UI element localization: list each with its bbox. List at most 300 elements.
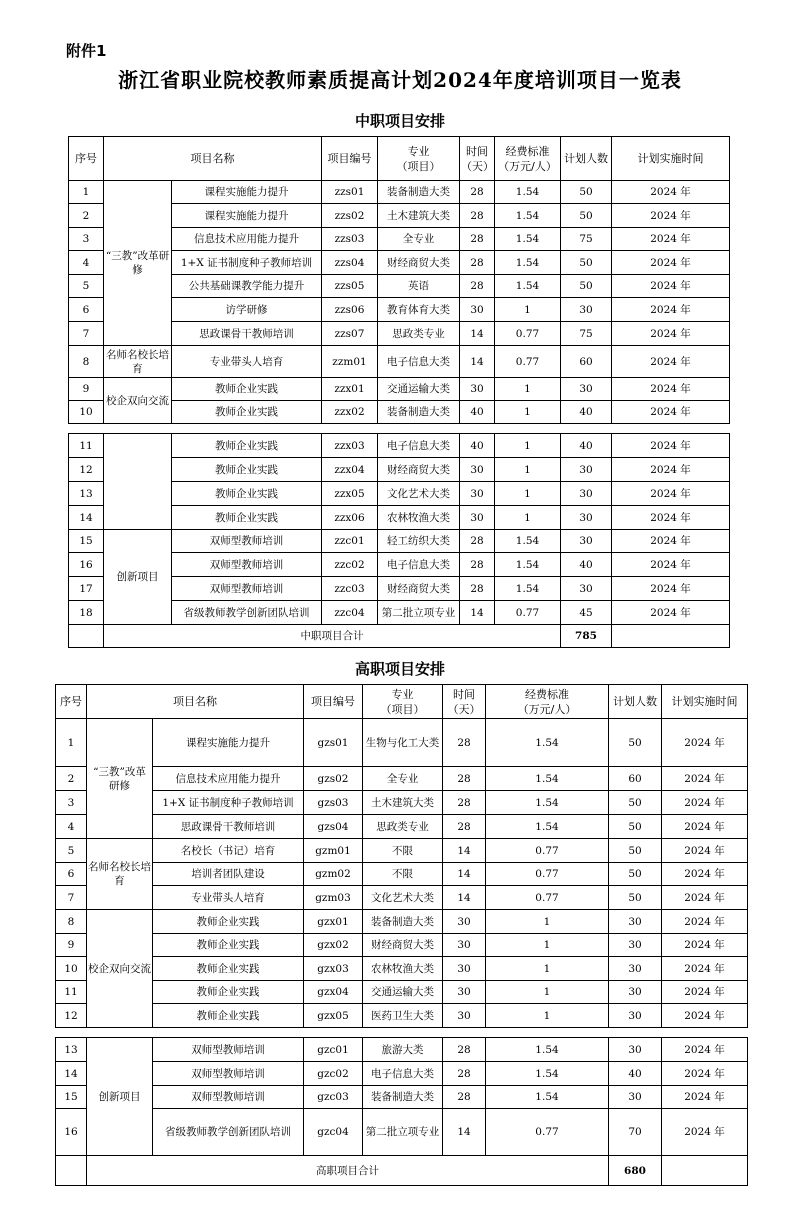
cell-fee: 1.54 — [495, 228, 561, 251]
table-row — [56, 1062, 748, 1086]
cell-days: 28 — [443, 791, 486, 815]
group-label: 名师名校长培育 — [104, 346, 172, 378]
cell-fee: 0.77 — [486, 863, 609, 886]
cell-major: 农林牧渔大类 — [363, 957, 443, 981]
cell-fee: 1 — [495, 458, 561, 482]
cell-name: 双师型教师培训 — [172, 553, 322, 577]
cell-fee: 0.77 — [495, 322, 561, 346]
cell-time: 2024 年 — [612, 601, 730, 625]
cell-name: 双师型教师培训 — [153, 1038, 304, 1062]
header-days: 时间 （天） — [460, 137, 495, 181]
cell-name: 专业带头人培育 — [172, 346, 322, 378]
cell-code: gzs02 — [304, 767, 363, 791]
header-fee: 经费标准 （万元/人） — [486, 685, 609, 719]
cell-count: 40 — [561, 434, 612, 458]
header-major: 专业 （项目） — [363, 685, 443, 719]
total-row — [69, 625, 730, 648]
cell-code: gzx05 — [304, 1004, 363, 1028]
cell-count: 30 — [609, 910, 662, 934]
cell-days: 30 — [443, 910, 486, 934]
cell-fee: 1 — [486, 934, 609, 957]
cell-name: 信息技术应用能力提升 — [172, 228, 322, 251]
cell-major: 生物与化工大类 — [363, 719, 443, 767]
cell-major: 思政类专业 — [378, 322, 460, 346]
cell-name: 信息技术应用能力提升 — [153, 767, 304, 791]
total-empty — [612, 625, 730, 648]
cell-major: 装备制造大类 — [378, 181, 460, 204]
cell-count: 60 — [561, 346, 612, 378]
cell-time: 2024 年 — [612, 346, 730, 378]
cell-time: 2024 年 — [662, 719, 748, 767]
cell-code: zzm01 — [322, 346, 378, 378]
cell-code: zzs06 — [322, 298, 378, 322]
cell-seq: 14 — [69, 506, 104, 530]
table-row — [69, 530, 730, 553]
table-row — [69, 181, 730, 204]
cell-fee: 0.77 — [495, 601, 561, 625]
table-row — [56, 1038, 748, 1062]
cell-code: zzx02 — [322, 401, 378, 424]
group-label: 校企双向交流 — [87, 910, 153, 1028]
cell-count: 30 — [609, 1004, 662, 1028]
total-label: 高职项目合计 — [87, 1156, 609, 1186]
cell-fee: 1 — [495, 401, 561, 424]
cell-major: 财经商贸大类 — [363, 934, 443, 957]
cell-fee: 1 — [486, 1004, 609, 1028]
cell-time: 2024 年 — [612, 228, 730, 251]
cell-count: 30 — [561, 530, 612, 553]
cell-name: 教师企业实践 — [172, 458, 322, 482]
cell-major: 农林牧渔大类 — [378, 506, 460, 530]
total-row — [56, 1156, 748, 1186]
cell-seq: 7 — [69, 322, 104, 346]
table-row — [56, 767, 748, 791]
cell-time: 2024 年 — [612, 482, 730, 506]
table-row — [56, 934, 748, 957]
total-count: 785 — [561, 625, 612, 648]
cell-major: 电子信息大类 — [378, 346, 460, 378]
cell-days: 14 — [443, 863, 486, 886]
cell-time: 2024 年 — [612, 251, 730, 275]
cell-major: 第二批立项专业 — [378, 601, 460, 625]
cell-seq: 5 — [69, 275, 104, 298]
cell-count: 70 — [609, 1109, 662, 1156]
cell-major: 交通运输大类 — [378, 378, 460, 401]
cell-code: gzc04 — [304, 1109, 363, 1156]
cell-time: 2024 年 — [662, 934, 748, 957]
cell-seq: 11 — [69, 434, 104, 458]
cell-name: 双师型教师培训 — [153, 1086, 304, 1109]
cell-name: 教师企业实践 — [172, 378, 322, 401]
cell-name: 教师企业实践 — [153, 910, 304, 934]
cell-fee: 1.54 — [486, 719, 609, 767]
cell-seq: 6 — [69, 298, 104, 322]
cell-fee: 1.54 — [486, 1038, 609, 1062]
cell-fee: 0.77 — [486, 886, 609, 910]
table-row — [69, 378, 730, 401]
cell-code: gzc01 — [304, 1038, 363, 1062]
cell-code: gzm01 — [304, 839, 363, 863]
cell-count: 40 — [561, 553, 612, 577]
cell-code: zzx05 — [322, 482, 378, 506]
cell-seq: 10 — [69, 401, 104, 424]
cell-major: 思政类专业 — [363, 815, 443, 839]
cell-name: 省级教师教学创新团队培训 — [172, 601, 322, 625]
cell-seq: 16 — [69, 553, 104, 577]
cell-fee: 1.54 — [486, 791, 609, 815]
cell-name: 教师企业实践 — [153, 981, 304, 1004]
cell-name: 教师企业实践 — [153, 934, 304, 957]
cell-code: gzx02 — [304, 934, 363, 957]
cell-code: zzs03 — [322, 228, 378, 251]
cell-time: 2024 年 — [662, 886, 748, 910]
cell-fee: 1 — [495, 378, 561, 401]
cell-time: 2024 年 — [612, 577, 730, 601]
header-seq: 序号 — [69, 137, 104, 181]
cell-code: gzs03 — [304, 791, 363, 815]
cell-fee: 1.54 — [486, 1062, 609, 1086]
higher-table-part2 — [55, 1037, 748, 1186]
table-row — [56, 1086, 748, 1109]
cell-fee: 1 — [486, 981, 609, 1004]
cell-name: 教师企业实践 — [172, 506, 322, 530]
cell-fee: 1.54 — [495, 577, 561, 601]
cell-seq: 16 — [56, 1109, 87, 1156]
cell-major: 轻工纺织大类 — [378, 530, 460, 553]
header-code: 项目编号 — [304, 685, 363, 719]
cell-count: 50 — [609, 863, 662, 886]
cell-count: 30 — [609, 981, 662, 1004]
table-row — [56, 886, 748, 910]
cell-days: 14 — [460, 601, 495, 625]
cell-days: 28 — [460, 275, 495, 298]
cell-name: 教师企业实践 — [172, 434, 322, 458]
cell-days: 28 — [443, 815, 486, 839]
cell-fee: 1.54 — [495, 275, 561, 298]
cell-days: 28 — [443, 1086, 486, 1109]
cell-count: 30 — [609, 1038, 662, 1062]
cell-days: 30 — [460, 378, 495, 401]
cell-code: zzx01 — [322, 378, 378, 401]
cell-time: 2024 年 — [662, 910, 748, 934]
table-header-row — [56, 685, 748, 719]
cell-days: 28 — [460, 530, 495, 553]
cell-days: 28 — [460, 228, 495, 251]
cell-major: 电子信息大类 — [378, 434, 460, 458]
cell-code: zzx06 — [322, 506, 378, 530]
cell-count: 50 — [609, 791, 662, 815]
cell-count: 50 — [561, 275, 612, 298]
cell-days: 14 — [460, 346, 495, 378]
cell-name: 教师企业实践 — [172, 482, 322, 506]
cell-name: 公共基础课教学能力提升 — [172, 275, 322, 298]
cell-time: 2024 年 — [612, 553, 730, 577]
cell-time: 2024 年 — [662, 1086, 748, 1109]
cell-code: gzx03 — [304, 957, 363, 981]
document-title: 浙江省职业院校教师素质提高计划2024年度培训项目一览表 — [118, 68, 682, 92]
attachment-label: 附件1 — [66, 42, 107, 60]
group-label: 创新项目 — [104, 530, 172, 625]
cell-seq: 1 — [56, 719, 87, 767]
cell-days: 28 — [460, 204, 495, 228]
cell-seq: 14 — [56, 1062, 87, 1086]
cell-count: 30 — [561, 378, 612, 401]
cell-code: zzs05 — [322, 275, 378, 298]
cell-days: 14 — [443, 1109, 486, 1156]
cell-days: 28 — [443, 1038, 486, 1062]
cell-fee: 0.77 — [495, 346, 561, 378]
cell-time: 2024 年 — [662, 815, 748, 839]
cell-seq: 8 — [56, 910, 87, 934]
cell-time: 2024 年 — [612, 458, 730, 482]
cell-name: 教师企业实践 — [172, 401, 322, 424]
cell-fee: 1 — [486, 910, 609, 934]
cell-major: 医药卫生大类 — [363, 1004, 443, 1028]
cell-code: gzx01 — [304, 910, 363, 934]
cell-time: 2024 年 — [662, 1038, 748, 1062]
cell-fee: 0.77 — [486, 1109, 609, 1156]
cell-major: 旅游大类 — [363, 1038, 443, 1062]
table-row — [56, 863, 748, 886]
cell-code: gzc02 — [304, 1062, 363, 1086]
table-row — [56, 815, 748, 839]
cell-count: 30 — [609, 957, 662, 981]
cell-time: 2024 年 — [612, 275, 730, 298]
cell-days: 30 — [443, 1004, 486, 1028]
cell-major: 文化艺术大类 — [378, 482, 460, 506]
cell-days: 28 — [460, 577, 495, 601]
group-label: 名师名校长培育 — [87, 839, 153, 910]
cell-name: 双师型教师培训 — [172, 577, 322, 601]
group-label-empty — [104, 434, 172, 530]
cell-fee: 1.54 — [495, 251, 561, 275]
cell-major: 装备制造大类 — [363, 1086, 443, 1109]
cell-name: 课程实施能力提升 — [172, 181, 322, 204]
cell-major: 不限 — [363, 839, 443, 863]
cell-count: 30 — [561, 298, 612, 322]
cell-name: 双师型教师培训 — [153, 1062, 304, 1086]
cell-time: 2024 年 — [612, 322, 730, 346]
cell-name: 课程实施能力提升 — [172, 204, 322, 228]
cell-days: 40 — [460, 401, 495, 424]
cell-count: 50 — [609, 886, 662, 910]
cell-fee: 1 — [495, 482, 561, 506]
cell-days: 28 — [443, 767, 486, 791]
cell-count: 30 — [561, 577, 612, 601]
secondary-table-part2 — [68, 433, 730, 648]
cell-time: 2024 年 — [612, 530, 730, 553]
cell-time: 2024 年 — [612, 506, 730, 530]
cell-seq: 17 — [69, 577, 104, 601]
cell-days: 14 — [443, 839, 486, 863]
cell-fee: 1.54 — [495, 204, 561, 228]
cell-days: 28 — [443, 719, 486, 767]
cell-fee: 1.54 — [486, 815, 609, 839]
cell-seq: 13 — [56, 1038, 87, 1062]
cell-major: 教育体育大类 — [378, 298, 460, 322]
header-time: 计划实施时间 — [662, 685, 748, 719]
cell-seq: 8 — [69, 346, 104, 378]
total-empty — [69, 625, 104, 648]
cell-name: 培训者团队建设 — [153, 863, 304, 886]
cell-name: 访学研修 — [172, 298, 322, 322]
cell-days: 30 — [460, 506, 495, 530]
cell-seq: 12 — [69, 458, 104, 482]
cell-fee: 1.54 — [486, 1086, 609, 1109]
cell-count: 75 — [561, 228, 612, 251]
cell-seq: 4 — [69, 251, 104, 275]
cell-name: 教师企业实践 — [153, 957, 304, 981]
cell-count: 30 — [609, 1086, 662, 1109]
cell-code: zzs04 — [322, 251, 378, 275]
header-name: 项目名称 — [104, 137, 322, 181]
cell-days: 30 — [460, 298, 495, 322]
cell-major: 财经商贸大类 — [378, 458, 460, 482]
cell-seq: 4 — [56, 815, 87, 839]
total-label: 中职项目合计 — [104, 625, 561, 648]
group-label: 校企双向交流 — [104, 378, 172, 424]
total-empty — [662, 1156, 748, 1186]
cell-major: 电子信息大类 — [378, 553, 460, 577]
cell-count: 75 — [561, 322, 612, 346]
cell-seq: 10 — [56, 957, 87, 981]
cell-major: 电子信息大类 — [363, 1062, 443, 1086]
cell-major: 全专业 — [363, 767, 443, 791]
cell-name: 省级教师教学创新团队培训 — [153, 1109, 304, 1156]
cell-name: 思政课骨干教师培训 — [153, 815, 304, 839]
cell-major: 第二批立项专业 — [363, 1109, 443, 1156]
cell-seq: 15 — [56, 1086, 87, 1109]
cell-fee: 1.54 — [495, 530, 561, 553]
higher-section-title: 高职项目安排 — [354, 660, 445, 678]
cell-count: 30 — [561, 506, 612, 530]
cell-major: 土木建筑大类 — [363, 791, 443, 815]
cell-count: 50 — [609, 719, 662, 767]
cell-fee: 0.77 — [486, 839, 609, 863]
cell-days: 28 — [460, 181, 495, 204]
cell-count: 60 — [609, 767, 662, 791]
cell-days: 30 — [443, 934, 486, 957]
cell-code: zzc04 — [322, 601, 378, 625]
cell-code: gzs01 — [304, 719, 363, 767]
cell-time: 2024 年 — [662, 839, 748, 863]
cell-days: 30 — [443, 957, 486, 981]
cell-seq: 13 — [69, 482, 104, 506]
secondary-section-title: 中职项目安排 — [354, 112, 445, 130]
cell-major: 装备制造大类 — [363, 910, 443, 934]
cell-count: 45 — [561, 601, 612, 625]
cell-time: 2024 年 — [662, 1062, 748, 1086]
table-row — [56, 839, 748, 863]
cell-major: 财经商贸大类 — [378, 251, 460, 275]
cell-seq: 9 — [56, 934, 87, 957]
cell-seq: 6 — [56, 863, 87, 886]
cell-major: 全专业 — [378, 228, 460, 251]
cell-seq: 11 — [56, 981, 87, 1004]
cell-fee: 1.54 — [486, 767, 609, 791]
header-count: 计划人数 — [609, 685, 662, 719]
cell-name: 专业带头人培育 — [153, 886, 304, 910]
cell-code: zzc02 — [322, 553, 378, 577]
cell-time: 2024 年 — [612, 401, 730, 424]
cell-major: 英语 — [378, 275, 460, 298]
cell-code: zzx03 — [322, 434, 378, 458]
cell-days: 14 — [460, 322, 495, 346]
group-label: “三教”改革研修 — [104, 181, 172, 346]
cell-major: 不限 — [363, 863, 443, 886]
cell-time: 2024 年 — [612, 181, 730, 204]
cell-time: 2024 年 — [612, 378, 730, 401]
cell-seq: 7 — [56, 886, 87, 910]
cell-major: 土木建筑大类 — [378, 204, 460, 228]
cell-count: 50 — [609, 839, 662, 863]
cell-seq: 12 — [56, 1004, 87, 1028]
cell-seq: 2 — [69, 204, 104, 228]
cell-seq: 1 — [69, 181, 104, 204]
cell-major: 文化艺术大类 — [363, 886, 443, 910]
table-header-row — [69, 137, 730, 181]
cell-seq: 3 — [56, 791, 87, 815]
cell-fee: 1 — [486, 957, 609, 981]
table-row — [56, 719, 748, 767]
cell-days: 40 — [460, 434, 495, 458]
cell-time: 2024 年 — [662, 767, 748, 791]
cell-code: zzx04 — [322, 458, 378, 482]
cell-time: 2024 年 — [612, 204, 730, 228]
group-label: 创新项目 — [87, 1038, 153, 1156]
cell-name: 教师企业实践 — [153, 1004, 304, 1028]
cell-count: 50 — [609, 815, 662, 839]
cell-code: zzc03 — [322, 577, 378, 601]
table-row — [69, 434, 730, 458]
secondary-table-part1 — [68, 136, 730, 424]
cell-seq: 9 — [69, 378, 104, 401]
cell-days: 30 — [460, 482, 495, 506]
table-row — [56, 957, 748, 981]
cell-seq: 18 — [69, 601, 104, 625]
table-row — [56, 791, 748, 815]
cell-days: 30 — [460, 458, 495, 482]
header-code: 项目编号 — [322, 137, 378, 181]
cell-fee: 1 — [495, 434, 561, 458]
table-row — [56, 1004, 748, 1028]
total-empty — [56, 1156, 87, 1186]
cell-code: gzm03 — [304, 886, 363, 910]
cell-fee: 1.54 — [495, 553, 561, 577]
cell-seq: 3 — [69, 228, 104, 251]
cell-count: 50 — [561, 204, 612, 228]
cell-days: 30 — [443, 981, 486, 1004]
cell-count: 40 — [561, 401, 612, 424]
cell-fee: 1.54 — [495, 181, 561, 204]
header-fee: 经费标准 （万元/人） — [495, 137, 561, 181]
cell-seq: 5 — [56, 839, 87, 863]
cell-days: 28 — [443, 1062, 486, 1086]
cell-count: 40 — [609, 1062, 662, 1086]
header-days: 时间 （天） — [443, 685, 486, 719]
cell-name: 名校长（书记）培育 — [153, 839, 304, 863]
cell-name: 1+X 证书制度种子教师培训 — [153, 791, 304, 815]
cell-time: 2024 年 — [662, 1004, 748, 1028]
cell-major: 装备制造大类 — [378, 401, 460, 424]
cell-time: 2024 年 — [662, 863, 748, 886]
table-row — [56, 910, 748, 934]
table-row — [69, 346, 730, 378]
header-count: 计划人数 — [561, 137, 612, 181]
group-label: “三教”改革研修 — [87, 719, 153, 839]
cell-days: 14 — [443, 886, 486, 910]
cell-count: 30 — [609, 934, 662, 957]
